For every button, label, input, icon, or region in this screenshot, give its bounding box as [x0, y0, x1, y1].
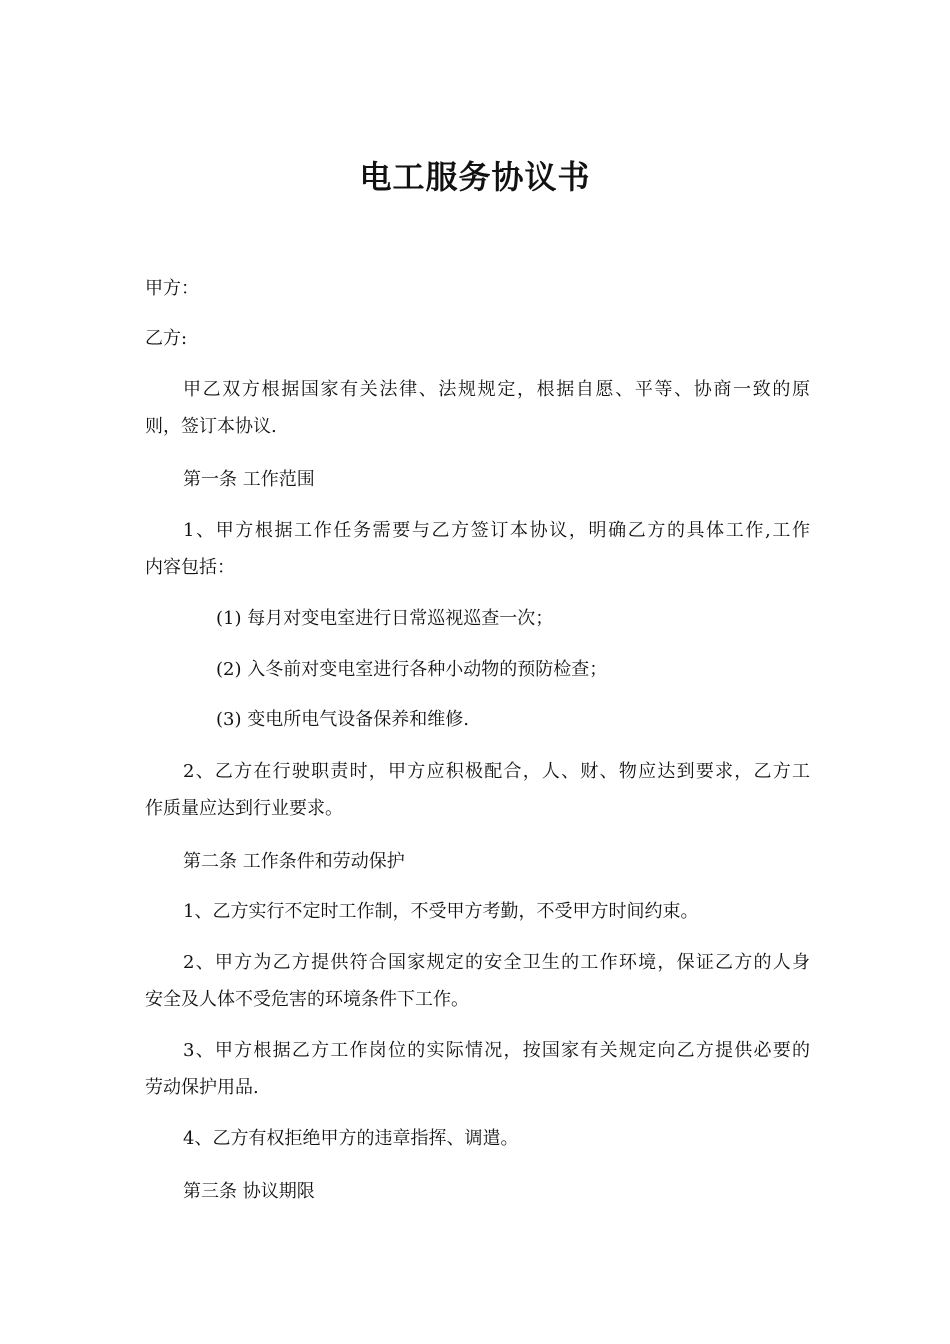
article1-item-2: (2) 入冬前对变电室进行各种小动物的预防检查；: [216, 659, 608, 680]
intro-line-2: 则，签订本协议.: [145, 416, 277, 437]
article2-clause3-line-2: 劳动保护用品.: [145, 1077, 259, 1098]
party-a-label: 甲方：: [145, 278, 199, 299]
intro-paragraph: [145, 371, 810, 445]
article2-clause4: 4、乙方有权拒绝甲方的违章指挥、调遣。: [183, 1128, 519, 1149]
intro-line-1: 甲乙双方根据国家有关法律、法规规定，根据自愿、平等、协商一致的原: [183, 379, 810, 400]
article1-item-1: (1) 每月对变电室进行日常巡视巡查一次；: [216, 608, 554, 629]
article2-clause2-line-1: 2、甲方为乙方提供符合国家规定的安全卫生的工作环境，保证乙方的人身: [183, 952, 810, 973]
article2-clause2: [145, 944, 810, 1018]
article1-clause1-line-1: 1、甲方根据工作任务需要与乙方签订本协议，明确乙方的具体工作,工作: [183, 520, 810, 541]
article1-item-3: (3) 变电所电气设备保养和维修.: [216, 709, 469, 730]
article1-heading: 第一条 工作范围: [183, 469, 315, 490]
article1-clause2: [145, 753, 810, 827]
article2-clause2-line-2: 安全及人体不受危害的环境条件下工作。: [145, 989, 469, 1010]
article2-heading: 第二条 工作条件和劳动保护: [183, 851, 405, 872]
article2-clause3-line-1: 3、甲方根据乙方工作岗位的实际情况，按国家有关规定向乙方提供必要的: [183, 1040, 810, 1061]
article1-clause1-line-2: 内容包括：: [145, 557, 235, 578]
party-b-label: 乙方:: [145, 328, 188, 349]
article2-clause3: [145, 1032, 810, 1106]
article1-clause1: [145, 512, 810, 586]
article2-clause1: 1、乙方实行不定时工作制，不受甲方考勤，不受甲方时间约束。: [183, 901, 699, 922]
document-title: 电工服务协议书: [359, 158, 591, 196]
article3-heading: 第三条 协议期限: [183, 1181, 315, 1202]
article1-clause2-line-1: 2、乙方在行驶职责时，甲方应积极配合，人、财、物应达到要求，乙方工: [183, 761, 810, 782]
article1-clause2-line-2: 作质量应达到行业要求。: [145, 798, 343, 819]
